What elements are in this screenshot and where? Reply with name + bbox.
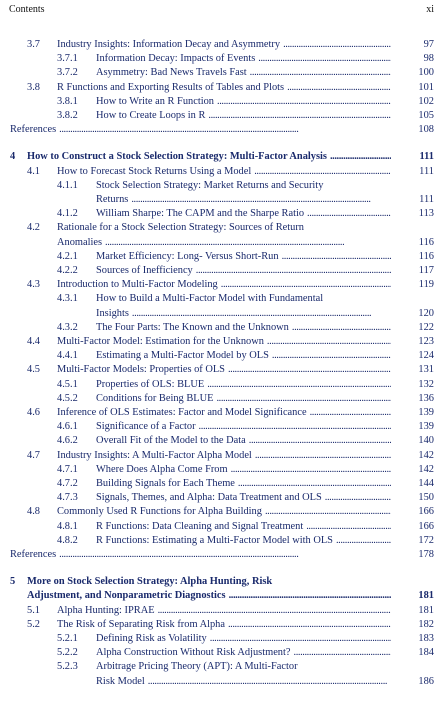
toc-entry[interactable]: [0, 618, 444, 632]
toc-entry-title: Where Does Alpha Come From: [96, 463, 228, 475]
toc-entry[interactable]: [0, 434, 444, 448]
dot-leader: [196, 264, 391, 278]
toc-entry-title: How to Construct a Stock Selection Strategy: Multi-Factor Analysis: [27, 151, 327, 163]
toc-entry[interactable]: [0, 38, 444, 52]
toc-entry-page: 182: [418, 618, 434, 630]
toc-entry-page: 102: [418, 95, 434, 107]
dot-leader: [283, 38, 391, 52]
toc-entry-number: 4.5.1: [57, 378, 78, 390]
toc-entry-title: Risk Model: [96, 675, 145, 687]
dot-leader: [325, 491, 391, 505]
toc-entry-number: 4.8.1: [57, 520, 78, 532]
running-header-title: Contents: [9, 4, 45, 15]
dot-leader: [132, 307, 391, 321]
toc-entry[interactable]: [0, 179, 444, 193]
toc-entry-page: 166: [418, 506, 434, 518]
dot-leader: [131, 193, 391, 207]
toc-entry-title: Rationale for a Stock Selection Strategy: Sources of Return: [57, 222, 305, 234]
toc-entry[interactable]: [0, 236, 444, 250]
toc-entry-title: R Functions and Exporting Results of Tables and Plots: [57, 81, 285, 93]
toc-entry[interactable]: [0, 52, 444, 66]
toc-entry[interactable]: [0, 335, 444, 349]
toc-entry-number: 4.1.1: [57, 179, 78, 191]
toc-entry-number: 4.2.1: [57, 250, 78, 262]
toc-entry[interactable]: [0, 477, 444, 491]
toc-entry-page: 140: [418, 435, 434, 447]
toc-entry-number: 4.4.1: [57, 350, 78, 362]
toc-entry-title: Conditions for Being BLUE: [96, 392, 214, 404]
toc-entry-page: 186: [418, 675, 434, 687]
toc-entry-page: 184: [418, 647, 434, 659]
toc-entry[interactable]: [0, 81, 444, 95]
toc-entry-number: 4.4: [27, 336, 40, 347]
toc-entry-title: The Four Parts: The Known and the Unknown: [96, 321, 289, 333]
dot-leader: [282, 250, 391, 264]
toc-entry-page: 111: [419, 165, 434, 177]
toc-entry-page: 108: [418, 124, 434, 136]
toc-entry-number: 5.1: [27, 604, 40, 616]
dot-leader: [255, 449, 391, 463]
toc-entry-page: 97: [423, 39, 434, 50]
dot-leader: [148, 675, 391, 689]
toc-entry-number: 3.8: [27, 81, 40, 93]
toc-entry-title: How to Forecast Stock Returns Using a Model: [57, 165, 252, 177]
toc-entry-title: Insights: [96, 307, 129, 319]
dot-leader: [59, 548, 391, 562]
dot-leader: [217, 95, 391, 109]
toc-entry[interactable]: [0, 165, 444, 179]
toc-entry[interactable]: [0, 463, 444, 477]
dot-leader: [294, 646, 392, 660]
toc-entry-number: 4.3: [27, 279, 40, 291]
toc-entry[interactable]: [0, 278, 444, 292]
toc-entry-number: 3.8.1: [57, 95, 78, 107]
toc-entry-page: 105: [418, 110, 434, 121]
toc-entry[interactable]: [0, 420, 444, 434]
toc-entry-number: 4.2.2: [57, 265, 78, 276]
toc-entry-number: 4.7.2: [57, 478, 78, 489]
dot-leader: [231, 463, 391, 477]
toc-entry-page: 132: [418, 378, 434, 390]
toc-entry-page: 98: [423, 53, 434, 65]
toc-entry-title: Commonly Used R Functions for Alpha Building: [57, 506, 262, 518]
toc-entry-number: 3.7.1: [57, 53, 78, 65]
dot-leader: [228, 618, 391, 632]
toc-entry-title: Overall Fit of the Model to the Data: [96, 435, 246, 447]
dot-leader: [228, 363, 391, 377]
toc-entry[interactable]: [0, 66, 444, 80]
toc-entry-title: Information Decay: Impacts of Events: [96, 53, 256, 65]
toc-entry[interactable]: [0, 109, 444, 123]
page-number-roman: xi: [426, 4, 434, 15]
toc-entry-page: 139: [418, 421, 434, 433]
toc-entry-page: 183: [418, 633, 434, 644]
toc-entry-title: How to Build a Multi-Factor Model with Fundamental: [96, 293, 324, 305]
toc-entry-page: 150: [418, 492, 434, 504]
toc-entry-number: 4.3.1: [57, 293, 78, 305]
dot-leader: [105, 236, 391, 250]
toc-entry[interactable]: [0, 505, 444, 519]
toc-entry-title: Industry Insights: A Multi-Factor Alpha Model: [57, 449, 252, 461]
toc-entry-title: Sources of Inefficiency: [96, 265, 193, 276]
toc-entry-title: Introduction to Multi-Factor Modeling: [57, 279, 218, 291]
toc-entry-title: Adjustment, and Nonparametric Diagnostics: [27, 590, 226, 602]
toc-entry-number: 4.1.2: [57, 208, 78, 220]
dot-leader: [238, 477, 391, 491]
toc-entry-title: Asymmetry: Bad News Travels Fast: [96, 67, 247, 79]
dot-leader: [272, 349, 391, 363]
toc-entry-number: 5.2.1: [57, 633, 78, 644]
toc-entry-title: Anomalies: [57, 236, 103, 248]
toc-entry-number: 4.6: [27, 407, 40, 418]
toc-entry-title: Signals, Themes, and Alpha: Data Treatment and OLS: [96, 492, 322, 504]
toc-entry-title: R Functions: Data Cleaning and Signal Treatment: [96, 520, 304, 532]
toc-entry-title: Properties of OLS: BLUE: [96, 378, 205, 390]
dot-leader: [265, 505, 391, 519]
toc-entry[interactable]: [0, 520, 444, 534]
toc-entry-page: 120: [418, 307, 434, 319]
dot-leader: [306, 520, 391, 534]
toc-entry[interactable]: [0, 349, 444, 363]
toc-entry[interactable]: [0, 221, 444, 235]
toc-entry[interactable]: [0, 95, 444, 109]
toc-entry-number: 4.5: [27, 364, 40, 376]
toc-entry[interactable]: [0, 491, 444, 505]
toc-entry-page: 142: [418, 463, 434, 475]
toc-entry-title: Estimating a Multi-Factor Model by OLS: [96, 350, 269, 362]
toc-entry-title: The Risk of Separating Risk from Alpha: [57, 618, 225, 630]
toc-entry-number: 4.1: [27, 165, 40, 177]
toc-entry[interactable]: [0, 548, 444, 562]
toc-entry-page: 181: [418, 604, 434, 616]
toc-entry-title: Building Signals for Each Theme: [96, 478, 235, 489]
toc-entry[interactable]: [0, 406, 444, 420]
toc-entry-page: 142: [418, 449, 434, 461]
toc-entry[interactable]: [0, 193, 444, 207]
toc-entry-page: 116: [418, 236, 434, 248]
toc-entry-title: Arbitrage Pricing Theory (APT): A Multi-Factor: [96, 661, 298, 673]
toc-entry-title: Inference of OLS Estimates: Factor and Model Significance: [57, 407, 307, 418]
toc-entry[interactable]: [0, 449, 444, 463]
toc-entry-number: 4.6.2: [57, 435, 78, 447]
toc-entry-page: 117: [418, 265, 434, 276]
dot-leader: [292, 321, 391, 335]
toc-entry-number: 4.7.1: [57, 463, 78, 475]
toc-entry-title: Industry Insights: Information Decay and Asymmetry: [57, 39, 281, 50]
toc-entry-title: More on Stock Selection Strategy: Alpha Hunting, Risk: [27, 576, 273, 588]
toc-chapter-entry[interactable]: [0, 150, 444, 164]
toc-entry-number: 4.8: [27, 506, 40, 518]
toc-entry-page: 172: [418, 534, 434, 546]
toc-entry-page: 181: [418, 590, 434, 602]
toc-entry-number: 5: [10, 576, 16, 588]
toc-entry-title: Multi-Factor Models: Properties of OLS: [57, 364, 225, 376]
toc-entry[interactable]: [0, 292, 444, 306]
toc-entry-number: 5.2.3: [57, 661, 78, 673]
toc-entry[interactable]: [0, 604, 444, 618]
toc-entry-number: 5.2: [27, 618, 40, 630]
toc-entry-page: 116: [418, 250, 434, 262]
toc-entry-title: Stock Selection Strategy: Market Returns and Security: [96, 179, 324, 191]
toc-entry-number: 4: [10, 151, 16, 163]
toc-entry-title: Multi-Factor Model: Estimation for the Unknown: [57, 336, 264, 347]
toc-entry-title: How to Create Loops in R: [96, 110, 206, 121]
dot-leader: [254, 165, 391, 179]
toc-entry-page: 124: [418, 350, 434, 362]
dot-leader: [310, 406, 391, 420]
toc-entry[interactable]: [0, 321, 444, 335]
toc-entry[interactable]: [0, 378, 444, 392]
toc-entry-number: 4.2: [27, 222, 40, 234]
dot-leader: [210, 632, 391, 646]
dot-leader: [336, 534, 391, 548]
dot-leader: [221, 278, 391, 292]
toc-entry-page: 178: [418, 549, 434, 560]
toc-entry-page: 111: [419, 194, 434, 205]
toc-entry-number: 3.8.2: [57, 110, 78, 121]
toc-entry-title: How to Write an R Function: [96, 95, 215, 107]
dot-leader: [267, 335, 391, 349]
toc-entry-title: William Sharpe: The CAPM and the Sharpe Ratio: [96, 208, 305, 220]
dot-leader: [307, 207, 391, 221]
toc-entry-page: 136: [418, 392, 434, 404]
toc-entry-title: Alpha Construction Without Risk Adjustment?: [96, 647, 291, 659]
toc-entry[interactable]: [0, 632, 444, 646]
toc-entry-page: 122: [418, 321, 434, 333]
dot-leader: [287, 81, 391, 95]
toc-entry-number: 4.6.1: [57, 421, 78, 433]
dot-leader: [330, 150, 391, 164]
toc-entry-page: 100: [418, 67, 434, 79]
toc-entry[interactable]: [0, 392, 444, 406]
toc-entry[interactable]: [0, 660, 444, 674]
toc-entry-title: Defining Risk as Volatility: [96, 633, 207, 644]
toc-entry-page: 166: [418, 520, 434, 532]
dot-leader: [249, 434, 391, 448]
toc-entry-number: 4.5.2: [57, 392, 78, 404]
dot-leader: [229, 589, 391, 603]
toc-entry-number: 4.7.3: [57, 492, 78, 504]
toc-entry-number: 4.3.2: [57, 321, 78, 333]
toc-entry-number: 5.2.2: [57, 647, 78, 659]
toc-entry[interactable]: [0, 675, 444, 689]
toc-entry-number: 4.8.2: [57, 534, 78, 546]
toc-entry-number: 4.7: [27, 449, 40, 461]
toc-entry-page: 139: [418, 407, 434, 418]
toc-entry-title: Market Efficiency: Long- Versus Short-Run: [96, 250, 279, 262]
toc-entry-title: References: [10, 549, 57, 560]
toc-entry-page: 123: [418, 336, 434, 347]
toc-entry-page: 119: [418, 279, 434, 291]
dot-leader: [250, 66, 391, 80]
toc-chapter-entry[interactable]: [0, 589, 444, 603]
toc-entry-title: Alpha Hunting: IPRAE: [57, 604, 155, 616]
toc-entry[interactable]: [0, 264, 444, 278]
toc-entry[interactable]: [0, 207, 444, 221]
toc-entry-title: Returns: [96, 194, 129, 205]
toc-entry-page: 131: [418, 364, 434, 376]
toc-entry-number: 3.7.2: [57, 67, 78, 79]
dot-leader: [258, 52, 391, 66]
toc-entry-page: 144: [418, 478, 434, 489]
toc-entry-page: 101: [418, 81, 434, 93]
toc-entry[interactable]: [0, 307, 444, 321]
toc-entry-number: 3.7: [27, 39, 40, 50]
toc-entry-page: 113: [418, 208, 434, 220]
dot-leader: [199, 420, 391, 434]
toc-entry-page: 111: [419, 151, 434, 163]
dot-leader: [158, 604, 391, 618]
toc-entry-title: References: [10, 124, 57, 136]
toc-entry-title: Significance of a Factor: [96, 421, 196, 433]
toc-entry[interactable]: [0, 123, 444, 137]
toc-entry[interactable]: [0, 363, 444, 377]
toc-entry[interactable]: [0, 534, 444, 548]
dot-leader: [59, 123, 391, 137]
toc-entry[interactable]: [0, 250, 444, 264]
dot-leader: [216, 392, 391, 406]
toc-chapter-entry[interactable]: [0, 575, 444, 589]
dot-leader: [208, 109, 391, 123]
toc-entry[interactable]: [0, 646, 444, 660]
dot-leader: [207, 378, 391, 392]
toc-entry-title: R Functions: Estimating a Multi-Factor Model with OLS: [96, 534, 333, 546]
